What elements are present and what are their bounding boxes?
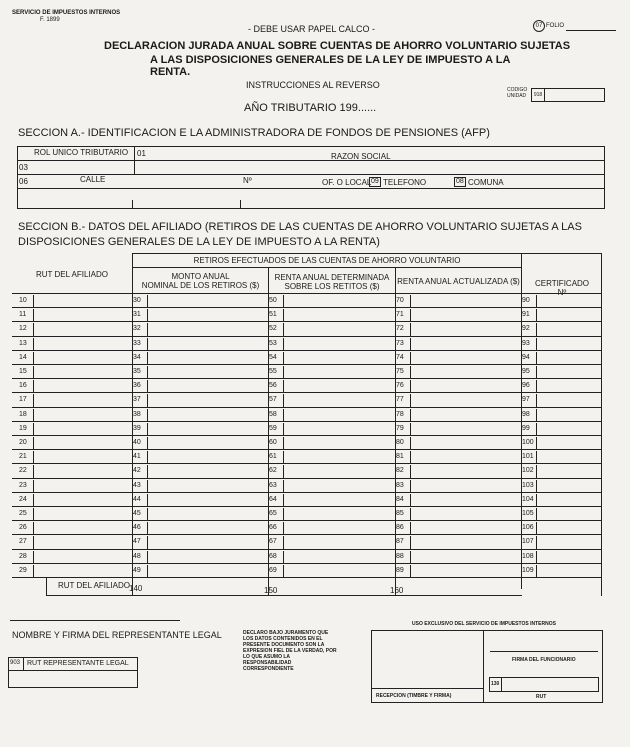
cell-input-rut[interactable] <box>34 409 130 421</box>
cell-code-renta-det: 68 <box>268 551 284 563</box>
col-renta-det-header-2: SOBRE LOS RETITOS ($) <box>284 282 380 291</box>
cell-code-cert: 108 <box>521 551 537 563</box>
cell-input-renta-act[interactable] <box>411 522 519 534</box>
group-header: RETIROS EFECTUADOS DE LAS CUENTAS DE AHORRO VOLUNTARIO <box>193 256 461 265</box>
agency-line-2: F. 1899 <box>40 17 60 23</box>
cell-code-cert: 107 <box>521 536 537 548</box>
cell-code-cert: 90 <box>521 295 537 307</box>
cell-code-rut: 13 <box>18 338 34 350</box>
razon-social-input[interactable] <box>137 161 603 173</box>
cell-input-renta-act[interactable] <box>411 338 519 350</box>
cell-input-renta-det[interactable] <box>284 394 393 406</box>
table-row <box>12 450 602 464</box>
cell-input-cert[interactable] <box>537 536 599 548</box>
code-03: 03 <box>19 163 28 172</box>
cell-code-renta-det: 51 <box>268 309 284 321</box>
cell-input-renta-act[interactable] <box>411 295 519 307</box>
cell-code-renta-det: 61 <box>268 451 284 463</box>
cell-code-cert: 100 <box>521 437 537 449</box>
cell-code-monto: 49 <box>132 565 148 577</box>
cell-code-monto: 43 <box>132 480 148 492</box>
table-row <box>12 422 602 436</box>
cell-input-renta-det[interactable] <box>284 565 393 577</box>
table-row <box>12 507 602 521</box>
col-rut-header: RUT DEL AFILIADO <box>35 270 109 279</box>
table-row <box>12 521 602 535</box>
table-rows <box>12 294 602 578</box>
code-unit-box[interactable] <box>531 88 605 102</box>
cell-code-monto: 45 <box>132 508 148 520</box>
cell-input-renta-det[interactable] <box>284 480 393 492</box>
cell-input-rut[interactable] <box>34 380 130 392</box>
cell-input-cert[interactable] <box>537 409 599 421</box>
cell-input-cert[interactable] <box>537 565 599 577</box>
cell-input-monto[interactable] <box>148 494 266 506</box>
cell-input-cert[interactable] <box>537 380 599 392</box>
cell-code-renta-det: 64 <box>268 494 284 506</box>
retiros-table <box>12 253 602 596</box>
cell-code-renta-act: 74 <box>395 352 411 364</box>
cell-code-rut: 28 <box>18 551 34 563</box>
total-code-renta-act: 160 <box>390 586 404 595</box>
cell-code-renta-det: 56 <box>268 380 284 392</box>
cell-code-rut: 26 <box>18 522 34 534</box>
cell-code-monto: 35 <box>132 366 148 378</box>
cell-input-monto[interactable] <box>148 522 266 534</box>
rep-signature-input[interactable] <box>10 600 180 619</box>
table-row <box>12 379 602 393</box>
declaration: DECLARO BAJO JURAMENTO QUE LOS DATOS CONTENIDOS EN EL PRESENTE DOCUMENTO SON LA EXPRESION FIEL DE LA VERDAD, POR LO QUE ASUMO LA RESPONSABILIDAD CORRESPONDIENTE <box>243 630 337 672</box>
cell-code-renta-act: 87 <box>395 536 411 548</box>
cell-code-cert: 102 <box>521 465 537 477</box>
official-rut-box[interactable] <box>489 677 599 692</box>
cell-code-renta-det: 60 <box>268 437 284 449</box>
cell-code-renta-det: 67 <box>268 536 284 548</box>
cell-code-monto: 36 <box>132 380 148 392</box>
section-b-title-1: SECCION B.- DATOS DEL AFILIADO (RETIROS DE LAS CUENTAS DE AHORRO VOLUNTARIO SUJETAS A LAS <box>18 221 582 233</box>
cell-code-renta-act: 75 <box>395 366 411 378</box>
cell-input-cert[interactable] <box>537 309 599 321</box>
cell-code-renta-act: 80 <box>395 437 411 449</box>
telefono-label: TELEFONO <box>383 178 427 187</box>
code-label-2: UNIDAD <box>507 93 527 99</box>
cell-code-monto: 40 <box>132 437 148 449</box>
cell-code-renta-det: 54 <box>268 352 284 364</box>
cell-input-cert[interactable] <box>537 508 599 520</box>
calle-label: CALLE <box>80 175 106 184</box>
cell-input-rut[interactable] <box>34 522 130 534</box>
cell-code-cert: 91 <box>521 309 537 321</box>
col-monto-header-1: MONTO ANUAL <box>171 272 230 281</box>
cell-input-cert[interactable] <box>537 295 599 307</box>
cell-code-monto: 34 <box>132 352 148 364</box>
cell-input-monto[interactable] <box>148 338 266 350</box>
cell-input-cert[interactable] <box>537 522 599 534</box>
cell-code-renta-act: 72 <box>395 323 411 335</box>
cell-code-cert: 103 <box>521 480 537 492</box>
cell-input-monto[interactable] <box>148 508 266 520</box>
cell-input-monto[interactable] <box>148 423 266 435</box>
cell-input-renta-det[interactable] <box>284 494 393 506</box>
code-number: 918 <box>532 89 545 101</box>
cell-input-monto[interactable] <box>148 551 266 563</box>
code-09: 09 <box>371 178 379 185</box>
table-row <box>12 464 602 478</box>
cell-code-cert: 106 <box>521 522 537 534</box>
cell-code-renta-act: 79 <box>395 423 411 435</box>
cell-code-renta-act: 81 <box>395 451 411 463</box>
code-01: 01 <box>137 149 146 158</box>
cell-input-cert[interactable] <box>537 323 599 335</box>
cell-input-renta-act[interactable] <box>411 309 519 321</box>
cell-code-renta-det: 63 <box>268 480 284 492</box>
cell-code-monto: 37 <box>132 394 148 406</box>
cell-code-rut: 23 <box>18 480 34 492</box>
cell-code-renta-act: 76 <box>395 380 411 392</box>
cell-code-cert: 95 <box>521 366 537 378</box>
rep-rut-label: RUT REPRESENTANTE LEGAL <box>27 660 129 667</box>
cell-input-monto[interactable] <box>148 437 266 449</box>
cell-code-renta-det: 55 <box>268 366 284 378</box>
rep-rut-code: 903 <box>10 660 21 666</box>
cell-code-renta-act: 73 <box>395 338 411 350</box>
cell-input-cert[interactable] <box>537 423 599 435</box>
table-row <box>12 550 602 564</box>
cell-code-renta-act: 82 <box>395 465 411 477</box>
cell-code-renta-det: 50 <box>268 295 284 307</box>
folio-line[interactable] <box>566 30 616 31</box>
title-line-2: A LAS DISPOSICIONES GENERALES DE LA LEY DE IMPUESTO A LA RENTA. <box>150 54 510 78</box>
cell-input-cert[interactable] <box>537 480 599 492</box>
cell-input-monto[interactable] <box>148 380 266 392</box>
comuna-label: COMUNA <box>468 178 504 187</box>
cell-code-renta-det: 52 <box>268 323 284 335</box>
cell-code-renta-act: 71 <box>395 309 411 321</box>
cell-code-monto: 48 <box>132 551 148 563</box>
title-line-1: DECLARACION JURADA ANUAL SOBRE CUENTAS DE AHORRO VOLUNTARIO SUJETAS <box>104 40 571 52</box>
cell-input-rut[interactable] <box>34 536 130 548</box>
cell-input-monto[interactable] <box>148 565 266 577</box>
code-label-1: CODIGO <box>507 87 528 93</box>
sii-use-only: USO EXCLUSIVO DEL SERVICIO DE IMPUESTOS INTERNOS <box>412 621 556 627</box>
cell-input-renta-det[interactable] <box>284 352 393 364</box>
cell-input-cert[interactable] <box>537 451 599 463</box>
cell-input-monto[interactable] <box>148 465 266 477</box>
cell-code-renta-det: 66 <box>268 522 284 534</box>
code-06: 06 <box>19 177 28 186</box>
cell-input-monto[interactable] <box>148 309 266 321</box>
code-08: 08 <box>456 178 464 185</box>
cell-code-cert: 104 <box>521 494 537 506</box>
total-code-monto: 140 <box>129 584 143 593</box>
table-row <box>12 308 602 322</box>
cell-input-renta-det[interactable] <box>284 437 393 449</box>
cell-input-renta-det[interactable] <box>284 536 393 548</box>
cell-code-renta-act: 78 <box>395 409 411 421</box>
cell-input-rut[interactable] <box>34 451 130 463</box>
total-renta-det-input[interactable] <box>284 578 394 594</box>
numero-label: Nº <box>243 176 252 185</box>
cell-code-monto: 41 <box>132 451 148 463</box>
cell-input-rut[interactable] <box>34 480 130 492</box>
table-row <box>12 408 602 422</box>
table-row <box>12 436 602 450</box>
cell-code-rut: 24 <box>18 494 34 506</box>
cell-input-renta-act[interactable] <box>411 494 519 506</box>
rep-name-label: NOMBRE Y FIRMA DEL REPRESENTANTE LEGAL <box>12 630 222 640</box>
cell-code-rut: 12 <box>18 323 34 335</box>
cell-input-renta-act[interactable] <box>411 565 519 577</box>
cell-code-renta-det: 59 <box>268 423 284 435</box>
cell-input-renta-act[interactable] <box>411 508 519 520</box>
cell-input-monto[interactable] <box>148 480 266 492</box>
cell-code-rut: 14 <box>18 352 34 364</box>
cell-code-renta-act: 85 <box>395 508 411 520</box>
cell-code-renta-det: 53 <box>268 338 284 350</box>
col-monto-header-2: NOMINAL DE LOS RETIROS ($) <box>141 281 260 290</box>
total-renta-act-input[interactable] <box>410 578 520 594</box>
cell-code-cert: 99 <box>521 423 537 435</box>
cell-code-rut: 21 <box>18 451 34 463</box>
cell-code-monto: 31 <box>132 309 148 321</box>
cell-input-monto[interactable] <box>148 536 266 548</box>
cell-code-monto: 38 <box>132 409 148 421</box>
cell-input-renta-act[interactable] <box>411 409 519 421</box>
cell-input-renta-act[interactable] <box>411 437 519 449</box>
total-code-renta-det: 150 <box>264 586 278 595</box>
table-row <box>12 351 602 365</box>
tax-year: AÑO TRIBUTARIO 199...... <box>244 102 377 114</box>
cell-code-rut: 19 <box>18 423 34 435</box>
cell-code-rut: 25 <box>18 508 34 520</box>
firma-funcionario-label: FIRMA DEL FUNCIONARIO <box>512 657 576 663</box>
cell-code-renta-act: 83 <box>395 480 411 492</box>
table-row <box>12 535 602 549</box>
cell-input-rut[interactable] <box>34 394 130 406</box>
cell-input-cert[interactable] <box>537 338 599 350</box>
cell-code-monto: 32 <box>132 323 148 335</box>
cell-code-cert: 97 <box>521 394 537 406</box>
cell-input-rut[interactable] <box>34 494 130 506</box>
cell-input-renta-det[interactable] <box>284 508 393 520</box>
table-row <box>12 493 602 507</box>
cell-input-renta-det[interactable] <box>284 309 393 321</box>
cell-code-cert: 93 <box>521 338 537 350</box>
rep-rut-input[interactable] <box>9 671 137 687</box>
table-row <box>12 294 602 308</box>
cell-input-renta-det[interactable] <box>284 323 393 335</box>
cell-code-cert: 105 <box>521 508 537 520</box>
cell-input-renta-act[interactable] <box>411 323 519 335</box>
cell-input-cert[interactable] <box>537 551 599 563</box>
table-row <box>12 337 602 351</box>
cell-code-renta-act: 89 <box>395 565 411 577</box>
table-row <box>12 479 602 493</box>
total-label: RUT DEL AFILIADO <box>58 581 131 590</box>
cell-input-renta-act[interactable] <box>411 394 519 406</box>
cell-code-renta-det: 62 <box>268 465 284 477</box>
cell-input-renta-det[interactable] <box>284 409 393 421</box>
cell-input-renta-act[interactable] <box>411 423 519 435</box>
col-renta-act-header: RENTA ANUAL ACTUALIZADA ($) <box>397 277 520 286</box>
cell-code-monto: 42 <box>132 465 148 477</box>
cell-input-renta-det[interactable] <box>284 295 393 307</box>
cell-input-monto[interactable] <box>148 352 266 364</box>
cell-input-cert[interactable] <box>537 437 599 449</box>
rut-label: ROL UNICO TRIBUTARIO <box>34 148 129 157</box>
cell-input-rut[interactable] <box>34 295 130 307</box>
col-cert-header-2: Nº <box>557 288 567 297</box>
cell-code-rut: 11 <box>18 309 34 321</box>
cell-input-cert[interactable] <box>537 465 599 477</box>
col-renta-det-header-1: RENTA ANUAL DETERMINADA <box>274 273 390 282</box>
total-monto-input[interactable] <box>149 578 267 594</box>
cell-code-renta-act: 86 <box>395 522 411 534</box>
cell-input-monto[interactable] <box>148 295 266 307</box>
cell-code-renta-act: 70 <box>395 295 411 307</box>
official-code: 130 <box>491 681 500 687</box>
cell-code-monto: 39 <box>132 423 148 435</box>
cell-code-rut: 15 <box>18 366 34 378</box>
cell-code-renta-det: 58 <box>268 409 284 421</box>
cell-code-monto: 46 <box>132 522 148 534</box>
table-row <box>12 322 602 336</box>
cell-code-renta-act: 88 <box>395 551 411 563</box>
section-b-title-2: DISPOSICIONES GENERALES DE LA LEY DE IMPUESTO A LA RENTA) <box>18 236 380 248</box>
cell-input-renta-det[interactable] <box>284 366 393 378</box>
address-input[interactable] <box>35 189 603 207</box>
cell-code-rut: 16 <box>18 380 34 392</box>
cell-input-monto[interactable] <box>148 394 266 406</box>
rut-input[interactable] <box>35 161 133 173</box>
cell-input-monto[interactable] <box>148 409 266 421</box>
cell-input-renta-act[interactable] <box>411 551 519 563</box>
cell-input-rut[interactable] <box>34 551 130 563</box>
cell-code-monto: 44 <box>132 494 148 506</box>
of-local-label: OF. O LOCAL <box>322 178 372 187</box>
cell-code-rut: 20 <box>18 437 34 449</box>
table-row <box>12 393 602 407</box>
cell-code-rut: 22 <box>18 465 34 477</box>
cell-code-cert: 109 <box>521 565 537 577</box>
cell-code-renta-det: 65 <box>268 508 284 520</box>
cell-input-rut[interactable] <box>34 508 130 520</box>
cell-input-rut[interactable] <box>34 565 130 577</box>
cell-input-renta-act[interactable] <box>411 366 519 378</box>
cell-input-renta-det[interactable] <box>284 380 393 392</box>
cell-code-cert: 92 <box>521 323 537 335</box>
rut-label: RUT <box>536 694 547 700</box>
cell-code-rut: 17 <box>18 394 34 406</box>
cell-code-monto: 30 <box>132 295 148 307</box>
cell-code-cert: 98 <box>521 409 537 421</box>
cell-input-cert[interactable] <box>537 366 599 378</box>
cell-input-rut[interactable] <box>34 352 130 364</box>
agency-line-1: SERVICIO DE IMPUESTOS INTERNOS <box>12 10 121 16</box>
cell-input-monto[interactable] <box>148 451 266 463</box>
folio-code: 07 <box>533 20 545 32</box>
cell-input-rut[interactable] <box>34 423 130 435</box>
cell-input-renta-act[interactable] <box>411 536 519 548</box>
cell-code-cert: 101 <box>521 451 537 463</box>
cell-input-renta-act[interactable] <box>411 380 519 392</box>
folio-label: FOLIO <box>546 23 565 29</box>
cell-input-rut[interactable] <box>34 338 130 350</box>
cell-input-renta-det[interactable] <box>284 551 393 563</box>
cell-code-rut: 10 <box>18 295 34 307</box>
table-row <box>12 564 602 578</box>
cell-input-monto[interactable] <box>148 366 266 378</box>
cell-input-renta-act[interactable] <box>411 451 519 463</box>
cell-input-renta-det[interactable] <box>284 423 393 435</box>
cell-input-rut[interactable] <box>34 437 130 449</box>
cell-input-monto[interactable] <box>148 323 266 335</box>
col-cert-header-1: CERTIFICADO <box>534 279 590 288</box>
reception-label: RECEPCION (TIMBRE Y FIRMA) <box>376 693 452 699</box>
cell-code-renta-det: 69 <box>268 565 284 577</box>
cell-code-renta-act: 77 <box>395 394 411 406</box>
cell-input-renta-act[interactable] <box>411 480 519 492</box>
cell-code-cert: 94 <box>521 352 537 364</box>
cell-code-rut: 18 <box>18 409 34 421</box>
razon-social-label: RAZON SOCIAL <box>331 152 391 161</box>
instructions: INSTRUCCIONES AL REVERSO <box>246 80 380 90</box>
section-a-title: SECCION A.- IDENTIFICACION E LA ADMINISTRADORA DE FONDOS DE PENSIONES (AFP) <box>18 127 490 139</box>
calco-note: - DEBE USAR PAPEL CALCO - <box>248 24 376 34</box>
cell-code-monto: 33 <box>132 338 148 350</box>
cell-input-rut[interactable] <box>34 323 130 335</box>
cell-input-renta-det[interactable] <box>284 338 393 350</box>
cell-code-renta-act: 84 <box>395 494 411 506</box>
cell-code-renta-det: 57 <box>268 394 284 406</box>
cell-input-rut[interactable] <box>34 465 130 477</box>
cell-input-renta-det[interactable] <box>284 451 393 463</box>
cell-input-cert[interactable] <box>537 394 599 406</box>
cell-input-renta-act[interactable] <box>411 352 519 364</box>
cell-input-cert[interactable] <box>537 352 599 364</box>
cell-input-renta-det[interactable] <box>284 522 393 534</box>
cell-code-rut: 27 <box>18 536 34 548</box>
cell-code-monto: 47 <box>132 536 148 548</box>
cell-input-rut[interactable] <box>34 366 130 378</box>
cell-input-rut[interactable] <box>34 309 130 321</box>
cell-code-rut: 29 <box>18 565 34 577</box>
cell-code-cert: 96 <box>521 380 537 392</box>
cell-input-renta-det[interactable] <box>284 465 393 477</box>
cell-input-cert[interactable] <box>537 494 599 506</box>
cell-input-renta-act[interactable] <box>411 465 519 477</box>
table-row <box>12 365 602 379</box>
